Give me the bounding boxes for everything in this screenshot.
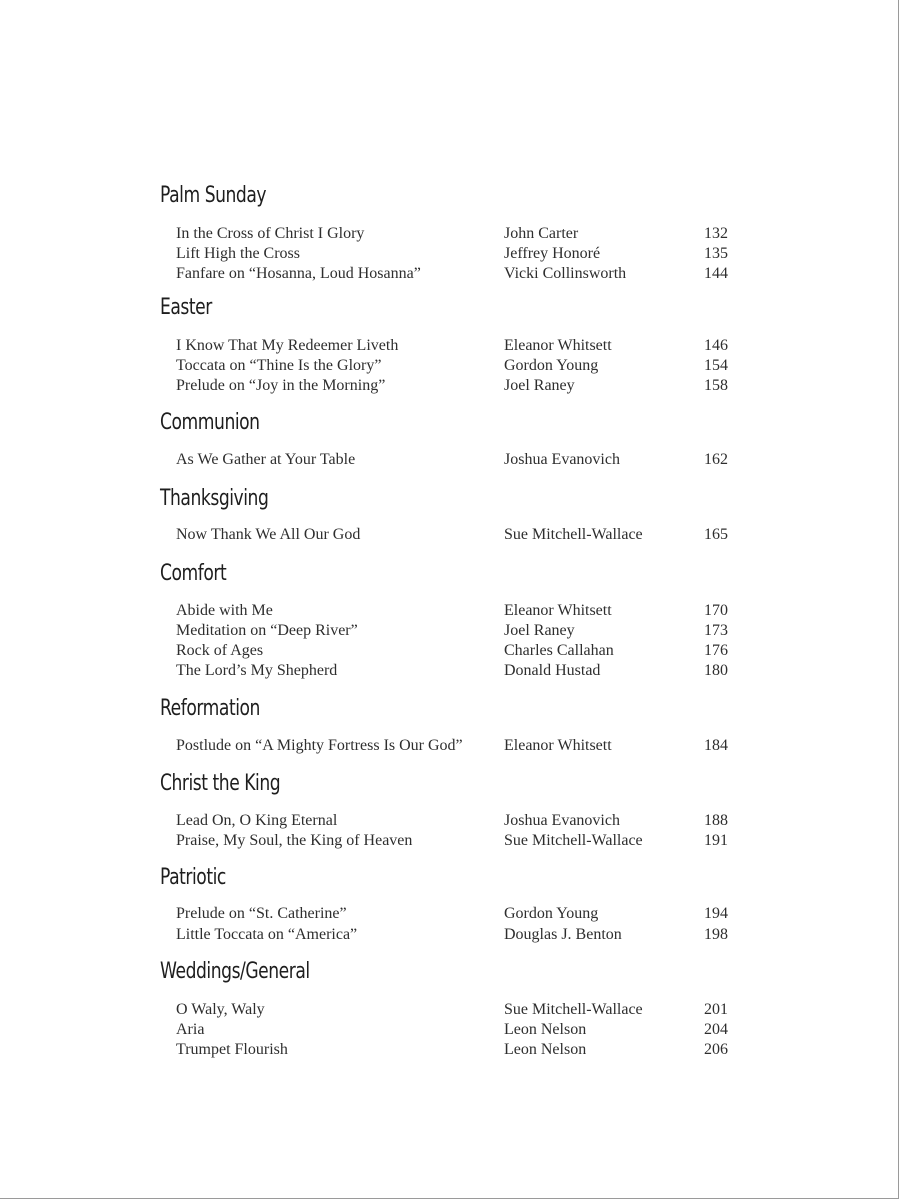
entry-page-number: 184 [704,737,728,754]
entry-title: Fanfare on “Hosanna, Loud Hosanna” [176,265,421,282]
entry-page-number: 176 [704,642,728,659]
toc-entry [0,1040,900,1060]
entry-title: Praise, My Soul, the King of Heaven [176,832,413,849]
entry-page-number: 201 [704,1001,728,1018]
section-heading: Palm Sunday [160,183,267,208]
entry-page-number: 173 [704,622,728,639]
entry-composer: Vicki Collinsworth [504,265,627,282]
toc-entry [0,621,900,641]
section-heading: Reformation [160,696,260,721]
entry-composer: Sue Mitchell-Wallace [504,1001,643,1018]
entry-page-number: 144 [704,265,728,282]
entry-composer: John Carter [504,225,579,242]
entry-composer: Sue Mitchell-Wallace [504,832,643,849]
toc-entry [0,356,900,376]
toc-entry [0,264,900,284]
entry-page-number: 191 [704,832,728,849]
entry-composer: Leon Nelson [504,1021,587,1038]
section-heading: Patriotic [160,865,226,890]
entry-composer: Joel Raney [504,377,575,394]
entry-composer: Charles Callahan [504,642,614,659]
entry-composer: Eleanor Whitsett [504,737,612,754]
entry-page-number: 146 [704,337,728,354]
entry-title: O Waly, Waly [176,1001,265,1018]
entry-title: Meditation on “Deep River” [176,622,358,639]
toc-entry [0,376,900,396]
entry-title: Prelude on “Joy in the Morning” [176,377,386,394]
entry-title: The Lord’s My Shepherd [176,662,338,679]
entry-page-number: 132 [704,225,728,242]
toc-entry [0,336,900,356]
toc-entry [0,831,900,851]
entry-title: Lift High the Cross [176,245,300,262]
entry-page-number: 158 [704,377,728,394]
section-heading: Easter [160,295,212,320]
entry-page-number: 198 [704,926,728,943]
entry-page-number: 170 [704,602,728,619]
entry-title: Toccata on “Thine Is the Glory” [176,357,382,374]
entry-page-number: 206 [704,1041,728,1058]
entry-composer: Douglas J. Benton [504,926,622,943]
entry-title: Aria [176,1021,205,1038]
entry-page-number: 162 [704,451,728,468]
entry-title: Little Toccata on “America” [176,926,358,943]
toc-entry [0,450,900,470]
toc-entry [0,601,900,621]
entry-title: Prelude on “St. Catherine” [176,905,347,922]
entry-page-number: 154 [704,357,728,374]
toc-entry [0,244,900,264]
entry-title: In the Cross of Christ I Glory [176,225,365,242]
entry-title: Lead On, O King Eternal [176,812,338,829]
toc-entry [0,641,900,661]
entry-title: Trumpet Flourish [176,1041,288,1058]
section-heading: Christ the King [160,771,281,796]
entry-composer: Sue Mitchell-Wallace [504,526,643,543]
entry-composer: Leon Nelson [504,1041,587,1058]
entry-page-number: 204 [704,1021,728,1038]
entry-page-number: 180 [704,662,728,679]
toc-entry [0,904,900,924]
entry-composer: Joel Raney [504,622,575,639]
entry-composer: Gordon Young [504,357,599,374]
toc-entry [0,224,900,244]
entry-title: As We Gather at Your Table [176,451,356,468]
toc-entry [0,1000,900,1020]
entry-page-number: 135 [704,245,728,262]
entry-page-number: 165 [704,526,728,543]
entry-title: Rock of Ages [176,642,264,659]
entry-composer: Donald Hustad [504,662,601,679]
toc-entry [0,736,900,756]
entry-composer: Joshua Evanovich [504,451,620,468]
entry-page-number: 194 [704,905,728,922]
entry-title: I Know That My Redeemer Liveth [176,337,399,354]
entry-composer: Gordon Young [504,905,599,922]
toc-entry [0,525,900,545]
toc-entry [0,925,900,945]
toc-entry [0,811,900,831]
entry-page-number: 188 [704,812,728,829]
entry-title: Now Thank We All Our God [176,526,361,543]
section-heading: Weddings/General [160,959,310,984]
entry-composer: Jeffrey Honoré [504,245,601,262]
section-heading: Thanksgiving [160,486,269,511]
toc-entry [0,661,900,681]
entry-composer: Joshua Evanovich [504,812,620,829]
entry-title: Postlude on “A Mighty Fortress Is Our God” [176,737,463,754]
entry-composer: Eleanor Whitsett [504,337,612,354]
section-heading: Communion [160,410,260,435]
entry-title: Abide with Me [176,602,273,619]
section-heading: Comfort [160,561,227,586]
entry-composer: Eleanor Whitsett [504,602,612,619]
toc-entry [0,1020,900,1040]
